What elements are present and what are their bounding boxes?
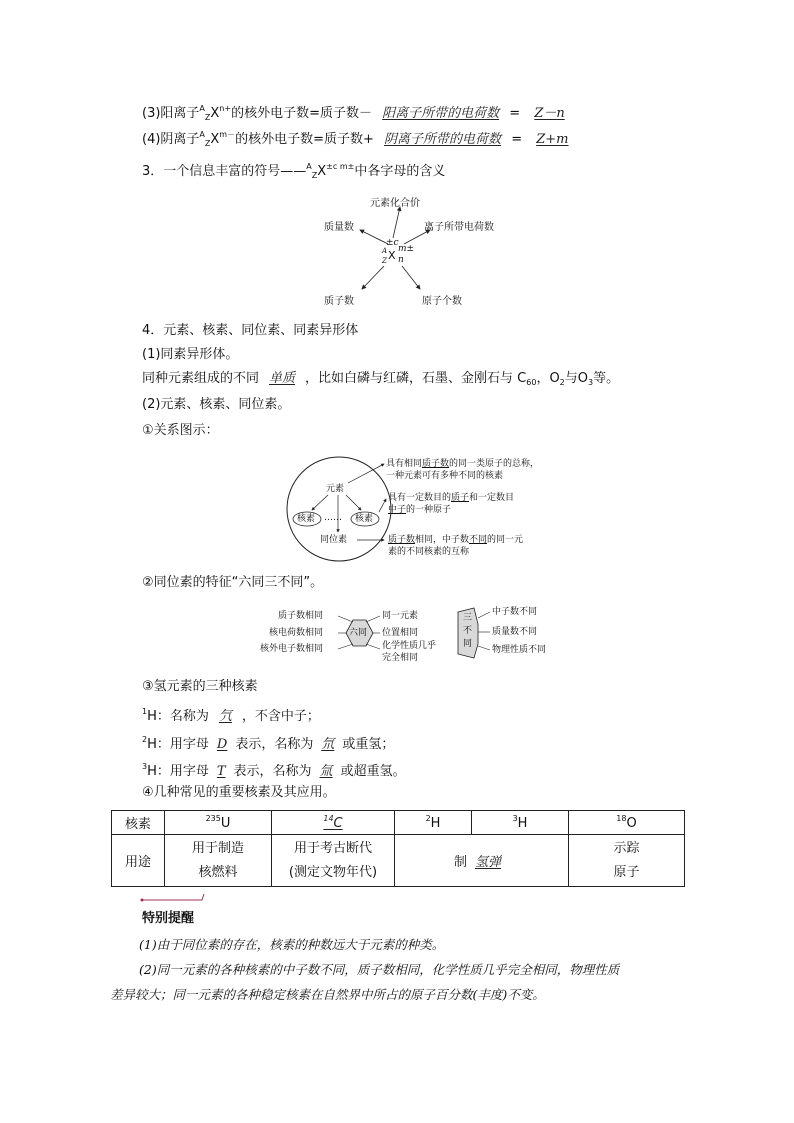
answer-anion-formula: Z+m [536,132,569,147]
nuclide-symbol: ±c A Z X m± n [382,238,415,265]
table-row [112,835,685,887]
tip-paragraph-2a: (2)同一元素的各种核素的中子数不同，质子数相同，化学性质几乎完全相同，物理性质 [139,962,620,977]
cell-h3: $^3$H [472,811,569,835]
three-diff-label: 三 不 同 [463,613,473,649]
table-header-use: 用途 [112,835,165,887]
sub-2-3: ③氢元素的三种核素 [142,679,258,694]
use-u235: 用于制造 核燃料 [165,835,272,887]
node-nuclide-1: 核素 [297,514,316,524]
node-element: 元素 [326,484,345,494]
answer-anion-charge: 阴离子所带的电荷数 [384,132,502,147]
label-valence: 元素化合价 [370,198,420,209]
use-hydrogen: 制 氢弹 [395,835,569,887]
node-isotope: 同位素 [320,535,348,545]
anion-line: (4)阴离子$^A_ZX^{m-}$的核外电子数=质子数+ 阴离子所带的电荷数 = Z+m [142,126,579,153]
sub-2-4: ④几种常见的重要核素及其应用。 [142,785,336,800]
section-4-title: 4．元素、核素、同位素、同素异形体 [142,323,359,338]
six-same-label: 六同 [349,628,368,638]
left-3: 核外电子数相同 [260,644,324,654]
right-2: 位置相同 [382,628,419,638]
symbol-meaning-diagram [300,192,500,312]
right-3: 化学性质几乎 完全相同 [382,641,437,663]
tritium-line: $^3$H：用字母 T 表示，名称为 氚 或超重氢。 [142,762,406,779]
isotope-features-diagram [258,602,568,664]
label-proton-number: 质子数 [324,296,354,307]
label-atom-count: 原子个数 [422,296,462,307]
diff-1: 中子数不同 [492,607,538,617]
use-o18: 示踪 原子 [569,835,685,887]
diff-2: 质量数不同 [492,627,538,637]
sub-1: (1)同素异形体。 [142,347,239,362]
answer-cation-formula: Z－n [534,106,565,121]
nuclide-table [111,810,685,887]
protium-line: $^1$H：名称为 氕 ，不含中子； [142,707,320,724]
table-row [112,811,685,835]
tip-bracket [140,892,220,906]
diff-3: 物理性质不同 [492,645,547,655]
node-nuclide-2: 核素 [355,514,374,524]
label-ion-charge: 离子所带电荷数 [424,222,494,233]
table-header-nuclide: 核素 [112,811,165,835]
desc-nuclide: 具有一定数目的质子和一定数目 中子的一种原子 [388,493,515,515]
section-3-title: 3．一个信息丰富的符号$——^A_ZX^{\pm c m\pm}$中各字母的含义 [142,162,446,180]
desc-element: 具有相同质子数的同一类原子的总称， 一种元素可有多种不同的核素 [386,459,540,481]
deuterium-line: $^2$H：用字母 D 表示，名称为 氘 或重氢； [142,735,395,752]
use-c14: 用于考古断代 (测定文物年代) [272,835,395,887]
answer-cation-charge: 阳离子所带的电荷数 [382,106,500,121]
left-2: 核电荷数相同 [269,628,324,638]
sub-2-1: ①关系图示： [142,423,219,438]
desc-isotope: 质子数相同，中子数不同的同一元 素的不同核素的互称 [388,535,524,557]
tip-paragraph-1: (1)由于同位素的存在，核素的种数远大于元素的种类。 [139,937,445,952]
allotrope-line: 同种元素组成的不同 单质 ，比如白磷与红磷，石墨、金刚石与 $C_{60}$，$O_2$与$O_3$等。 [142,371,620,387]
sub-2-2: ②同位素的特征“六同三不同”。 [142,575,324,590]
cell-h2: $^2$H [395,811,472,835]
tip-body [110,932,690,1007]
tip-paragraph-2b: 差异较大；同一元素的各种稳定核素在自然界中所占的原子百分数(丰度)不变。 [110,987,545,1002]
cell-o18: $^{18}$O [569,811,685,835]
node-dots: …… [324,513,342,523]
label-mass-number: 质量数 [324,222,354,233]
tip-title: 特别提醒 [142,911,195,926]
sub-2: (2)元素、核素、同位素。 [142,397,291,412]
cation-line: (3)阳离子$^A_ZX^{n+}$的核外电子数=质子数－ 阳离子所带的电荷数 = Z－n [142,100,575,127]
left-1: 质子数相同 [278,611,324,621]
cell-c14: $^{14}$C [272,811,395,835]
cell-u235: $^{235}$U [165,811,272,835]
relationship-diagram [284,452,554,564]
right-1: 同一元素 [382,611,419,621]
